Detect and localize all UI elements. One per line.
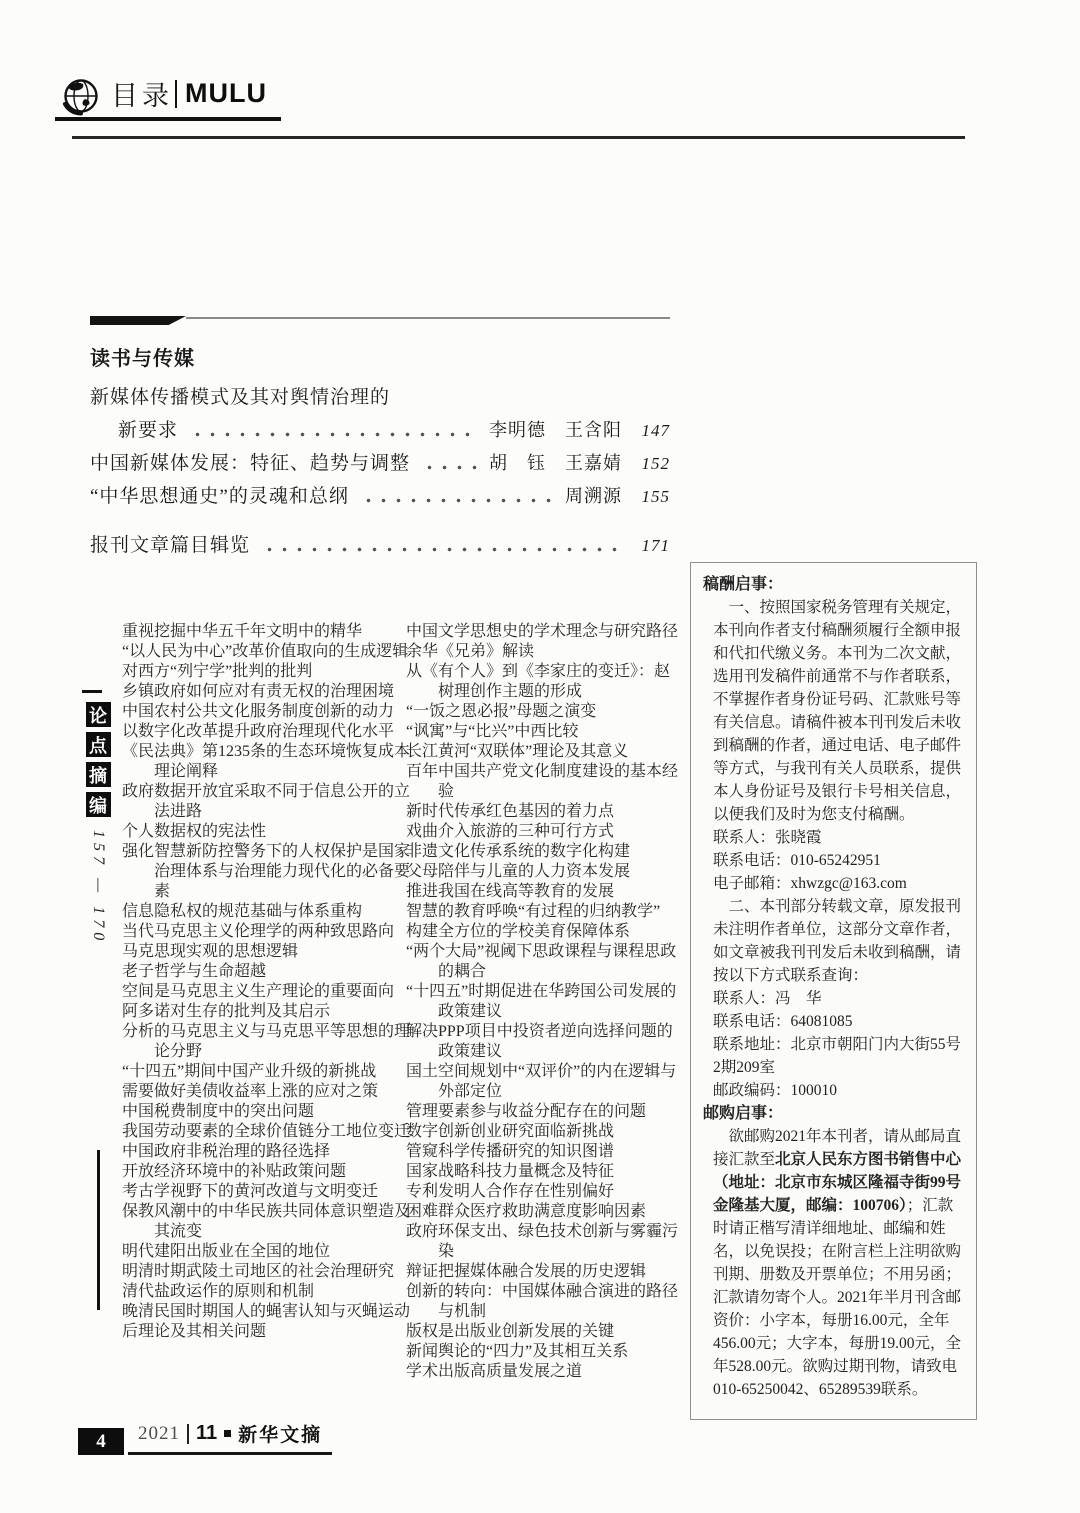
toc-entry-page: 171	[641, 536, 670, 555]
mailorder-text-post: ；汇款时请正楷写清详细地址、邮编和姓名，以免误投；在附言栏上注明欲购刊期、册数及开票单位；不用另函；汇款请勿寄个人。2021年半月刊含邮资价：小字本，每册16.00元，全年456.00元；大字本，每册19.00元，全年528.00元。欲购过期刊物，请致电010-65250042、65289539联系。	[713, 1197, 962, 1398]
sidebar-page-range: 157 — 170	[90, 830, 107, 946]
digest-item: 以数字化改革提升政府治理现代化水平	[122, 723, 395, 740]
toc-entry-page: 147	[641, 421, 670, 440]
digest-item: 构建全方位的学校美育保障体系	[406, 923, 631, 940]
digest-item: 考古学视野下的黄河改道与文明变迁	[122, 1183, 379, 1200]
remuneration-paragraph-1: 一、按照国家税务管理有关规定，本刊向作者支付稿酬须履行全额申报和代扣代缴义务。本刊为二次文献，选用刊发稿件前通常不与作者联系，不掌握作者身份证号码、汇款账号等有关信息。请稿件被本刊刊发后未收到稿酬的作者，通过电话、电子邮件等方式，与我刊有关人员联系，提供本人身份证号及银行卡号相关信息，以便我们及时为您支付稿酬。	[713, 599, 962, 823]
toc-entry-authors: 周溯源	[565, 486, 622, 506]
digest-item: 长江黄河“双联体”理论及其意义	[406, 743, 629, 760]
divider-wedge	[90, 316, 186, 325]
digest-item: 空间是马克思主义生产理论的重要面向	[122, 983, 395, 1000]
digest-item: 《民法典》第1235条的生态环境恢复成本理论阐释	[122, 743, 411, 780]
digest-item: “十四五”时期促进在华跨国公司发展的政策建议	[406, 983, 677, 1020]
contact-line: 联系地址：北京市朝阳门内大街55号2期209室	[713, 1036, 962, 1076]
digest-item: 新闻舆论的“四力”及其相互关系	[406, 1343, 629, 1360]
digest-item: 百年中国共产党文化制度建设的基本经验	[406, 763, 679, 800]
logo-cn-text: 目录	[111, 81, 173, 111]
dot-leader	[190, 430, 479, 438]
digest-item: 政府环保支出、绿色技术创新与雾霾污染	[406, 1223, 679, 1260]
digest-item: 版权是出版业创新发展的关键	[406, 1323, 615, 1340]
toc-entry-title: 新要求	[118, 420, 179, 441]
digest-item: 强化智慧新防控警务下的人权保护是国家治理体系与治理能力现代化的必备要素	[122, 843, 411, 900]
page-header	[55, 74, 281, 121]
sidebar-vertical-rule	[97, 1150, 100, 1310]
page-number-box: 4	[78, 1428, 124, 1455]
digest-item: “十四五”期间中国产业升级的新挑战	[122, 1063, 377, 1080]
square-bullet-icon	[224, 1430, 231, 1437]
digest-item: 非遗文化传承系统的数字化构建	[406, 843, 631, 860]
toc-entry	[90, 381, 670, 414]
digest-item: “讽寓”与“比兴”中西比较	[406, 723, 579, 740]
digest-item: 中国税费制度中的突出问题	[122, 1103, 315, 1120]
toc-entry	[90, 447, 670, 480]
digest-item: 父母陪伴与儿童的人力资本发展	[406, 863, 631, 880]
digest-item: 创新的转向：中国媒体融合演进的路径与机制	[406, 1283, 679, 1320]
contact-line: 联系人：张晓霞	[713, 829, 822, 846]
toc-entry	[90, 480, 670, 513]
sidebar-label-char: 摘	[86, 762, 111, 787]
toc-entry-title: 中国新媒体发展：特征、趋势与调整	[90, 453, 411, 474]
mailorder-text-pre: 欲邮购2021年本刊者，请从邮局直接汇款至	[713, 1128, 962, 1168]
digest-column-1	[122, 622, 410, 1342]
divider-line	[186, 317, 670, 319]
footer-issue: 11	[196, 1422, 218, 1444]
dot-leader	[361, 496, 555, 504]
sidebar-top-cap	[82, 690, 102, 693]
digest-item: 智慧的教育呼唤“有过程的归纳教学”	[406, 903, 661, 920]
digest-item: 对西方“列宁学”批判的批判	[122, 663, 313, 680]
digest-item: 解决PPP项目中投资者逆向选择问题的政策建议	[406, 1023, 673, 1060]
digest-item: “两个大局”视阈下思政课程与课程思政的耦合	[406, 943, 677, 980]
digest-item: 乡镇政府如何应对有责无权的治理困境	[122, 683, 395, 700]
digest-item: 重视挖掘中华五千年文明中的精华	[122, 623, 363, 640]
toc-index-entry	[90, 529, 670, 562]
footer-divider	[187, 1424, 189, 1444]
toc-entry-title: 报刊文章篇目辑览	[90, 535, 251, 556]
contact-block-2	[713, 987, 965, 1102]
contact-line: 邮政编码：100010	[713, 1082, 838, 1099]
digest-item: 开放经济环境中的补贴政策问题	[122, 1163, 347, 1180]
contact-line: 联系电话：010-65242951	[713, 852, 881, 869]
digest-item: 辩证把握媒体融合发展的历史逻辑	[406, 1263, 647, 1280]
dot-leader	[422, 463, 479, 471]
toc-entry-authors: 胡 钰 王嘉婧	[489, 453, 622, 473]
sidebar-label-char: 点	[86, 732, 111, 757]
toc-entry-authors: 李明德 王含阳	[489, 420, 622, 440]
digest-item: 晚清民国时期国人的蝇害认知与灭蝇运动	[122, 1303, 411, 1320]
digest-item: 老子哲学与生命超越	[122, 963, 267, 980]
digest-item: 当代马克思主义伦理学的两种致思路向	[122, 923, 395, 940]
digest-item: 后理论及其相关问题	[122, 1323, 267, 1340]
toc-entry-title: 新媒体传播模式及其对舆情治理的	[90, 387, 391, 408]
digest-item: 余华《兄弟》解读	[406, 643, 535, 660]
contact-line: 联系电话：64081085	[713, 1013, 853, 1030]
digest-item: 数字创新创业研究面临新挑战	[406, 1123, 615, 1140]
digest-item: 个人数据权的宪法性	[122, 823, 267, 840]
digest-item: 明代建阳出版业在全国的地位	[122, 1243, 331, 1260]
digest-item: 从《有个人》到《李家庄的变迁》：赵树理创作主题的形成	[406, 663, 671, 700]
digest-item: 马克思现实观的思想逻辑	[122, 943, 299, 960]
digest-item: 中国政府非税治理的路径选择	[122, 1143, 331, 1160]
digest-item: 我国劳动要素的全球价值链分工地位变迁	[122, 1123, 411, 1140]
digest-item: 国家战略科技力量概念及特征	[406, 1163, 615, 1180]
top-horizontal-rule	[72, 136, 965, 139]
sidebar-label-boxes	[86, 702, 111, 822]
magazine-title: 新华文摘	[238, 1425, 323, 1446]
digest-item: 推进我国在线高等教育的发展	[406, 883, 615, 900]
footer-meta	[128, 1420, 332, 1455]
page-footer	[78, 1420, 332, 1455]
dot-leader	[262, 545, 624, 553]
digest-item: 政府数据开放宜采取不同于信息公开的立法进路	[122, 783, 411, 820]
toc-entry-title: “中华思想通史”的灵魂和总纲	[90, 486, 349, 507]
digest-item: 戏曲介入旅游的三种可行方式	[406, 823, 615, 840]
digest-item: 明清时期武陵土司地区的社会治理研究	[122, 1263, 395, 1280]
remuneration-notice-title: 稿酬启事：	[703, 576, 784, 593]
toc-entry-page: 155	[641, 487, 670, 506]
mailorder-address-bold: 北京人民东方图书销售中心（地址：北京市东城区隆福寺街99号金隆基大厦，邮编：100706）	[713, 1151, 962, 1214]
section-divider	[90, 316, 670, 326]
logo-en-text: MULU	[185, 78, 267, 108]
contact-block-1	[713, 826, 965, 895]
digest-item: 信息隐私权的规范基础与体系重构	[122, 903, 363, 920]
digest-item: 困难群众医疗救助满意度影响因素	[406, 1203, 647, 1220]
digest-item: 分析的马克思主义与马克思平等思想的理论分野	[122, 1023, 411, 1060]
remuneration-paragraph-2: 二、本刊部分转载文章，原发报刊未注明作者单位，这部分文章作者，如文章被我刊刊发后未收到稿酬，请按以下方式联系查询：	[713, 898, 962, 984]
sidebar-label-char: 编	[86, 792, 111, 817]
digest-item: 专利发明人合作存在性别偏好	[406, 1183, 615, 1200]
digest-item: “一饭之恩必报”母题之演变	[406, 703, 597, 720]
mailorder-paragraph	[713, 1125, 965, 1401]
sidebar-label-char: 论	[86, 702, 111, 727]
digest-item: 国土空间规划中“双评价”的内在逻辑与外部定位	[406, 1063, 677, 1100]
contact-line: 电子邮箱：xhwzgc@163.com	[713, 875, 907, 892]
digest-item: 学术出版高质量发展之道	[406, 1363, 583, 1380]
notice-box	[690, 562, 977, 1420]
masthead-logo	[55, 74, 281, 121]
digest-item: 需要做好美债收益率上涨的应对之策	[122, 1083, 379, 1100]
footer-year: 2021	[138, 1422, 180, 1444]
section-title: 读书与传媒	[90, 348, 195, 370]
digest-item: 清代盐政运作的原则和机制	[122, 1283, 315, 1300]
mailorder-notice-title: 邮购启事：	[703, 1105, 784, 1122]
digest-sidebar	[82, 690, 114, 1310]
globe-icon	[61, 77, 101, 117]
digest-item: 管理要素参与收益分配存在的问题	[406, 1103, 647, 1120]
digest-item: 中国文学思想史的学术理念与研究路径	[406, 623, 679, 640]
digest-item: 新时代传承红色基因的着力点	[406, 803, 615, 820]
toc-entry-page: 152	[641, 454, 670, 473]
digest-item: 保教风潮中的中华民族共同体意识塑造及其流变	[122, 1203, 411, 1240]
toc-entry	[90, 414, 670, 447]
digest-item: 阿多诺对生存的批判及其启示	[122, 1003, 331, 1020]
digest-item: “以人民为中心”改革价值取向的生成逻辑	[122, 643, 409, 660]
logo-divider	[175, 80, 177, 108]
toc-section	[90, 316, 670, 562]
digest-item: 中国农村公共文化服务制度创新的动力	[122, 703, 395, 720]
digest-item: 管窥科学传播研究的知识图谱	[406, 1143, 615, 1160]
digest-column-2	[406, 622, 682, 1382]
contact-line: 联系人：冯 华	[713, 990, 822, 1007]
